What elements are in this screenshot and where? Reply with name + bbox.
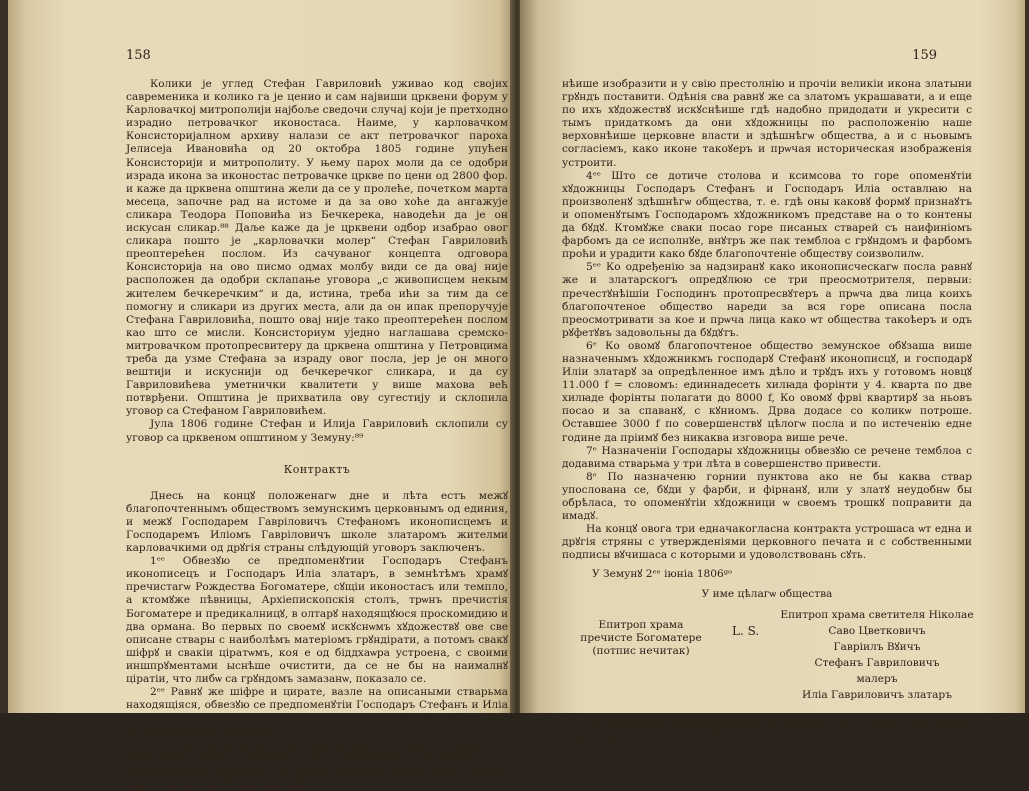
contract-date: У Земунꙋ 2ᵉᵉ іюніа 1806ᵍᵒ	[592, 568, 733, 581]
paragraph: 4ᵉᵉ Што се дотиче столова и ксимсова то горе опоменꙋтіи хꙋдожницы Господаръ Стефанъ и Господаръ Иліа оставлꙗю на произволенꙋ здѣшнѣгѡ общества, т. е. гдѣ оны каковꙋ формꙋ признаꙋтъ и опоменꙋтымъ Господаромъ хꙋдожникомъ представе на о то контены да бꙋдꙋ. Ктомꙋже сваки посао горе писаных стварей съ наифиніомъ фарбомъ да се исполнꙋе, внꙋтръ же пак темблоа с грꙋндомъ и фарбомъ проћи и урадити како бꙋде благопочтеніе обществу соизволилѡ.	[562, 169, 972, 261]
paragraph: 6ᵉ Ко овомꙋ благопочтеное общество земунское обꙋзаша више назначенымъ хꙋдожникмъ господарꙋ Стефанꙋ иконописцꙋ, и господарꙋ Иліи златарꙋ за опредѣленное имъ дѣло и трꙋдъ ихъ у готовомъ новцꙋ 11.000 f = словомъ: единнадесеть хилꙗда форінти у 4. кварта по две хилꙗде форінты полагати до 8000 f, Ко овомꙋ фрві квартирꙋ за ньовъ посао и за спаванꙋ, с кꙋниомъ. Дрва додасе со коликѡ потроше. Оставшее 3000 f по совершенствꙋ цѣлогѡ посла и по истеченію едне године да пріимꙋ без никаква изговора више рече.	[562, 339, 972, 444]
signature-line: Стефанъ Гавриловичъ	[814, 656, 940, 669]
right-page-text	[562, 78, 972, 743]
seal-mark: L. S.	[732, 623, 760, 638]
left-page	[8, 0, 518, 790]
signature-line: Епитроп храма светителя Ніколае	[780, 608, 974, 621]
paragraph: Јула 1806 године Стефан и Илија Гавриловић склопили су уговор са црквеном општином у Земуну:⁸⁹	[126, 418, 508, 444]
signature-line: малеръ	[856, 672, 898, 685]
signature-line: Гавріилъ Вꙋичъ	[833, 640, 921, 653]
closing-paragraph: Из протокола Консисториума са седнице од 22 маја 1809 године види се да је, поводом молбе Стефана Гавриловића за интервенцију да	[562, 716, 972, 742]
right-page	[520, 0, 1025, 742]
signature-right	[772, 607, 982, 703]
paragraph: 8ᵉ По назначеню горнии пунктова ако не бы каква ствар упослована се, бꙋди у фарби, и фірнанꙋ, или у златꙋ неудобнѡ бы обрѣласа, то опоменꙋтіи хꙋдожници ѡ своемъ трошкꙋ поправити да имадꙋ.	[562, 470, 972, 523]
contract-paragraph: 1ᵉᵉ Обвезꙋю се предпоменꙋтии Господаръ Стефанъ иконописецъ и Господаръ Иліа златаръ, в земнѣтѣмъ храмꙋ пречистагѡ Рождества Богоматере, сꙋщіи иконостасъ или темпло, а ктомꙋже пѣвницы, Архіепископскія столъ, трѡнъ пречистія Богоматере и предикалницꙋ, в олтарꙋ находящꙋюся проскомидию и два ормана. Во первых по своемꙋ искꙋснѡмъ хꙋдожествꙋ ове све описане ствары с наиболѣмъ матеріомъ грꙋндірати, а потомъ свакꙋ шіфрꙋ и свакіи ціратѡмъ, коя е од біддхаѡра устроена, с своими иншпрꙋментами ыснѣше очистити, да се не бы на наималнꙋ ціратіи, что либѡ са грꙋндомъ замазанѡ, показало се.	[126, 555, 509, 686]
signature-line: Саво Цветковичъ	[828, 624, 926, 637]
paragraph: На концꙋ овога три едначакогласна контракта устрошаса ѡт една и дрꙋгія стряны с утвержденіями церковного печата и с собственными подписы вꙋчишаса с которыми и удоволствовань сꙋть.	[562, 523, 972, 562]
contract-paragraph: Днесь на концꙋ положенагѡ дне и лѣта естъ межꙋ благопочтеннымъ обществомъ земунскимъ церковнымъ од единия, и межꙋ Господарем Гавріловичъ Стефаномъ иконописцемъ и Господаремъ Иліомъ Гавріловичъ школе златаромъ жителми карловачкими од дрꙋгія страны слѣдующій уговоръ заключенъ.	[126, 489, 508, 555]
page-number-left: 158	[126, 48, 151, 63]
in-name-line: У име цѣлагѡ общества	[701, 587, 833, 600]
contract-paragraph: 2ᵉᵉ Равнꙋ же шіфре и цирате, вазле на описаными стварьма находящіяся, обвезꙋю се предпоменꙋтіи Господаръ Стефанъ и Иліа Гавріловичъ са финымъ и постояннымъ златнымъ металломъ вси по искꙋствꙋ ихъ позлатити.	[126, 686, 508, 738]
signature-left	[576, 619, 706, 658]
signature-line: пречисте Богоматере	[580, 631, 702, 644]
paragraph: 7ᵉ Назначеніи Господары хꙋдожницы обвезꙋю се речене темблоа с додавима стварьма у три лѣта в совершенство привести.	[562, 444, 972, 470]
signature-line: (потпис нечитак)	[592, 644, 690, 657]
contract-paragraph: 3ᵉᵉ Горе назначенніи два хꙋдожника Господаръ Стефанъ и Господаръ Иліа обвезꙋю се предречены иконостасъ с приключенима стварьма, на формꙋ земунске старе цркве, сꙋщаго храма светителя Ніколая подоб-	[126, 738, 508, 790]
page-number-right: 159	[912, 48, 937, 63]
paragraph: нѣише изобразити и у свію престолнію и прочіи великіи икона златыни грꙋндъ поставити. Одѣнія сва равнꙋ же са златомъ украшавати, а и еще по ихъ хꙋдожествꙋ искꙋснѣише гдѣ надобно придодати и укресити с тымъ придаткомъ да они хꙋдожницы по расположенію наше верховнѣише церковне власти и здѣшнѣгѡ общества, а и с ньовымъ согласіемъ, како иконе такоꙋеръ и прѡчая историческая изображенія устроити.	[562, 78, 972, 169]
signature-line: Епитроп храма	[598, 618, 684, 631]
signatures	[562, 607, 972, 717]
paragraph: Колики је углед Стефан Гавриловић уживао код својих савременика и колико га је ценио и сам највиши црквени форум у Карловачкој митрополији најбоље сведочи случај који је претходно израдио петровачког иконостаса. Наиме, у карловачком Консисторијалном архиву налази се акт петровачког пароха Јелисеја Ивановића од 20 октобра 1805 године упућен Консисторији и митрополиту. У њему парох моли да се одобри израда икона за иконостас петровачке цркве по цени од 2800 фор. и каже да црквена општина жели да се у пролеће, почетком марта месеца, започне рад на истоме и да за ово хоће да ангажује сликара Теодора Поповића из Бечкерека, наводећи да је он искусан сликар.⁸⁸ Даље каже да је црквени одбор изабрао овог сликара пошто је „карловачки молер“ Стефан Гавриловић преоптерећен послом. Из сачуваног концепта одговора Консисторија на ово писмо одмах молбу види се да овај није расположен да одобри склапање уговора „с живописцем некым жителем бечкеречким“ и да, истина, треба ићи за тим да се помогну и сликари из других места, али да он ипак препоручује Стефана Гавриловића, пошто овај није тако преоптерећен послом као што се мисли. Консисториум уједно наглашава сремско-митровачком протопресвитеру да црквена општина у Петровцима треба да узме Стефана за израду овог посла, јер је он много вештији и искуснији од бечкеречког сликара, и да су Гавриловићева уметнички квалитети у више махова већ потврђени. Општина је прихватила ову сугестију и склопила уговор са Стефаном Гавриловићем.	[126, 78, 508, 418]
contract-heading: Контрактъ	[283, 462, 351, 476]
paragraph: 5ᵉᵉ Ко одређенію за надзиранꙋ како иконописческагѡ посла равнꙋ же и златарскогъ опредꙋлюю се три преосмотрителя, первыи: пречестꙋнѣішіи Господинъ протопресвꙋтеръ а прѡча два лица коихъ благопочтеное общество нареди за вся горе описана посла преосмотривати за кое и прѡча лица како ѡт общества такоѣеръ и одъ рꙋфетꙋвъ задовольны да бꙋдꙋтъ.	[562, 261, 972, 339]
left-page-text	[126, 78, 508, 791]
signature-line: Иліа Гавриловичъ златаръ	[802, 688, 952, 701]
